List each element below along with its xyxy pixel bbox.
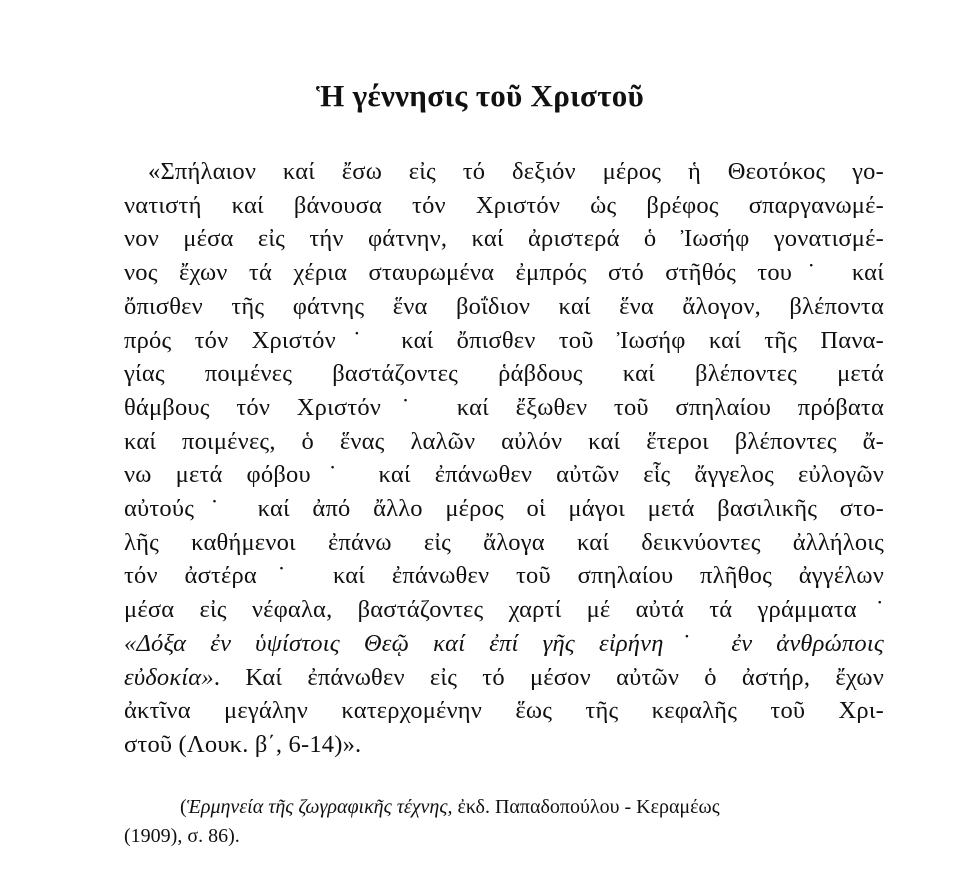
body-line: καί ποιμένες, ὁ ἕνας λαλῶν αὐλόν καί ἕτεροι βλέποντες ἄ- xyxy=(124,427,884,455)
page-title: Ἡ γέννησις τοῦ Χριστοῦ xyxy=(316,78,644,113)
body-line: νον μέσα εἰς τήν φάτνην, καί ἀριστερά ὁ Ἰωσήφ γονατισμέ- xyxy=(124,225,884,253)
body-line: στοῦ (Λουκ. β΄, 6-14)». xyxy=(124,730,362,758)
citation-work-title: Ἑρμηνεία τῆς ζωγραφικῆς τέχνης, xyxy=(186,796,453,818)
body-line-mixed xyxy=(124,661,884,695)
body-line: νος ἔχων τά χέρια σταυρωμένα ἐμπρός στό στῆθός του˙ καί xyxy=(124,259,884,287)
body-line: ὄπισθεν τῆς φάτνης ἕνα βοΐδιον καί ἕνα ἄλογον, βλέποντα xyxy=(124,292,884,320)
body-line: γίας ποιμένες βαστάζοντες ῥάβδους καί βλέποντες μετά xyxy=(124,360,884,388)
body-line: «Σπήλαιον καί ἔσω εἰς τό δεξιόν μέρος ἡ Θεοτόκος γο- xyxy=(148,158,884,185)
citation-line xyxy=(124,793,884,822)
citation-open-paren: ( xyxy=(180,796,187,818)
source-citation xyxy=(124,793,884,851)
citation-edition: ἐκδ. Παπαδοπούλου - Κεραμέως xyxy=(452,796,720,818)
body-line: νω μετά φόβου˙ καί ἐπάνωθεν αὐτῶν εἷς ἄγγελος εὐλογῶν xyxy=(124,461,884,489)
body-line: λῆς καθήμενοι ἐπάνω εἰς ἄλογα καί δεικνύοντες ἀλλήλοις xyxy=(124,528,884,556)
quotation-italic-end: εὐδοκία» xyxy=(124,663,214,691)
body-line: πρός τόν Χριστόν˙ καί ὄπισθεν τοῦ Ἰωσήφ καί τῆς Πανα- xyxy=(124,326,884,354)
body-line: μέσα εἰς νέφαλα, βαστάζοντες χαρτί μέ αὐτά τά γράμματα˙ xyxy=(124,596,884,624)
body-line: τόν ἀστέρα˙ καί ἐπάνωθεν τοῦ σπηλαίου πλῆθος ἀγγέλων xyxy=(124,562,884,590)
body-paragraph xyxy=(124,155,884,762)
citation-line: (1909), σ. 86). xyxy=(124,825,240,847)
body-line: ἀκτῖνα μεγάλην κατερχομένην ἕως τῆς κεφαλῆς τοῦ Χρι- xyxy=(124,697,884,725)
body-line: νατιστή καί βάνουσα τόν Χριστόν ὡς βρέφος σπαργανωμέ- xyxy=(124,191,884,219)
body-text-segment: . Καί ἐπάνωθεν εἰς τό μέσον αὐτῶν ὁ ἀστήρ, ἔχων xyxy=(213,663,884,691)
body-line: αὐτούς˙ καί ἀπό ἄλλο μέρος οἱ μάγοι μετά βασιλικῆς στο- xyxy=(124,495,884,523)
body-line: θάμβους τόν Χριστόν˙ καί ἔξωθεν τοῦ σπηλαίου πρόβατα xyxy=(124,393,884,421)
quotation-italic-line: «Δόξα ἐν ὑψίστοις Θεῷ καί ἐπί γῆς εἰρήνη˙ ἐν ἀνθρώποις xyxy=(124,629,884,657)
